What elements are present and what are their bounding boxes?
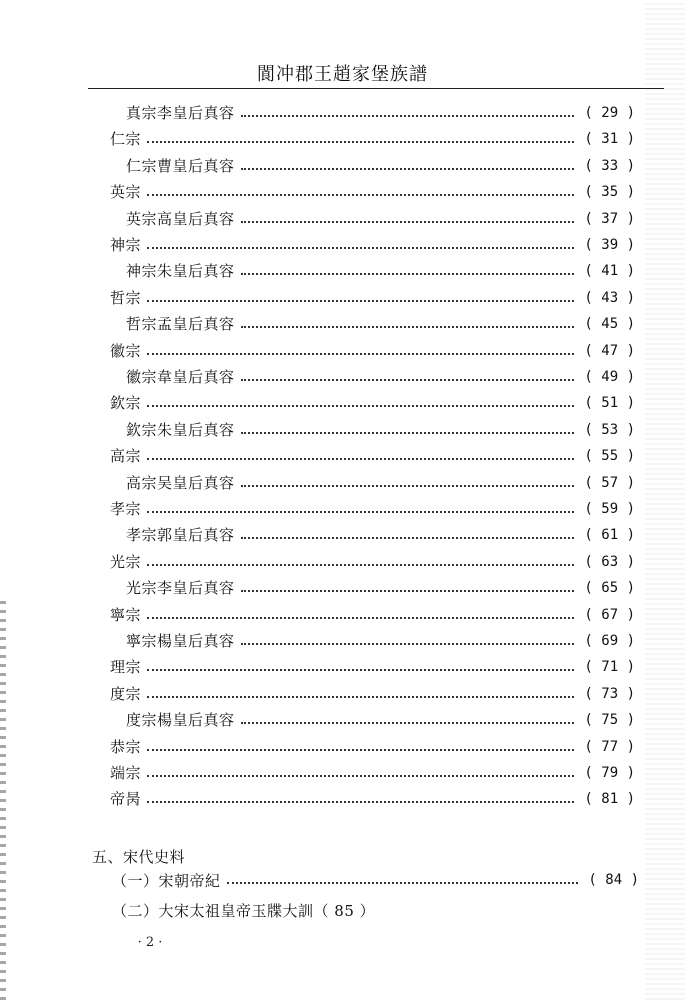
toc-entry[interactable] <box>110 787 635 811</box>
toc-entry-label: 度宗楊皇后真容 <box>126 711 235 730</box>
toc-entry-page: ( 31 ) <box>584 131 635 148</box>
dot-leader <box>241 273 575 275</box>
toc-entry-page: ( 84 ) <box>588 872 639 888</box>
toc-entry-label: 哲宗孟皇后真容 <box>126 315 235 334</box>
header-divider <box>88 88 664 89</box>
toc-entry[interactable] <box>110 444 635 468</box>
toc-entry[interactable] <box>110 735 635 759</box>
toc-entry-page: ( 47 ) <box>584 342 635 359</box>
toc-entry[interactable] <box>126 154 635 178</box>
toc-entry[interactable] <box>110 603 635 627</box>
toc-entry[interactable] <box>126 259 635 283</box>
toc-entry-label: 欽宗朱皇后真容 <box>126 420 235 439</box>
toc-entry[interactable] <box>126 523 635 547</box>
dot-leader <box>241 590 575 592</box>
dot-leader <box>147 617 574 619</box>
toc-entry[interactable] <box>110 127 635 151</box>
toc-entry-page: ( 43 ) <box>584 289 635 306</box>
dot-leader <box>147 300 574 302</box>
toc-entry-label: （二）大宋太祖皇帝玉牒大訓（ 85 ） <box>112 901 376 920</box>
dot-leader <box>147 564 574 566</box>
dot-leader <box>147 194 574 196</box>
toc-entry-page: ( 33 ) <box>584 157 635 174</box>
toc-entry[interactable] <box>126 418 635 442</box>
toc-entry[interactable] <box>126 365 635 389</box>
toc-entry-label: 孝宗 <box>110 500 142 518</box>
toc-entry-label: 仁宗曹皇后真容 <box>126 156 235 175</box>
toc-entry-label: 帝昺 <box>110 790 142 809</box>
toc-entry-label: 高宗吴皇后真容 <box>126 473 235 492</box>
dot-leader <box>147 749 574 751</box>
toc-entry-page: ( 45 ) <box>584 316 635 333</box>
toc-entry-page: ( 63 ) <box>584 553 635 570</box>
dot-leader <box>241 168 575 170</box>
dot-leader <box>147 141 574 143</box>
dot-leader <box>147 801 574 803</box>
toc-entry-label: 神宗朱皇后真容 <box>126 262 235 281</box>
toc-entry[interactable] <box>110 655 635 679</box>
dot-leader <box>147 405 574 407</box>
toc-entry-page: ( 57 ) <box>584 474 635 491</box>
dot-leader <box>227 882 579 884</box>
toc-entry-page: ( 53 ) <box>584 421 635 438</box>
toc-entry-page: ( 29 ) <box>584 105 635 121</box>
toc-entry-label: 光宗 <box>110 552 142 571</box>
toc-entry-page: ( 61 ) <box>584 527 635 544</box>
section-heading: 五、宋代史料 <box>92 848 186 866</box>
toc-entry[interactable] <box>126 576 635 600</box>
toc-entry-label: 哲宗 <box>110 288 142 307</box>
page-title: 閬冲郡王趙家堡族譜 <box>257 64 428 85</box>
toc-entry-sub-1[interactable] <box>112 868 639 892</box>
dot-leader <box>147 353 574 355</box>
toc-entry-page: ( 79 ) <box>584 765 635 781</box>
toc-entry[interactable] <box>126 101 635 125</box>
scan-edge-texture <box>645 0 685 1000</box>
toc-entry-label: 徽宗 <box>110 341 142 360</box>
toc-entry-page: ( 59 ) <box>584 501 635 517</box>
toc-entry-page: ( 81 ) <box>584 791 635 808</box>
dot-leader <box>147 511 574 513</box>
toc-entry[interactable] <box>126 708 635 732</box>
toc-entry-label: 理宗 <box>110 658 142 677</box>
toc-entry-label: 度宗 <box>110 684 142 703</box>
toc-entry[interactable] <box>110 761 635 785</box>
toc-entry-page: ( 37 ) <box>584 210 635 227</box>
toc-entry[interactable] <box>126 471 635 495</box>
toc-entry[interactable] <box>110 682 635 706</box>
toc-entry-page: ( 69 ) <box>584 633 635 649</box>
dot-leader <box>147 696 574 698</box>
toc-entry-label: 寧宗楊皇后真容 <box>126 632 235 650</box>
dot-leader <box>147 458 574 460</box>
dot-leader <box>241 326 575 328</box>
toc-entry-page: ( 71 ) <box>584 659 635 676</box>
toc-entry[interactable] <box>110 180 635 204</box>
toc-entry-label: 寧宗 <box>110 605 142 624</box>
dot-leader <box>241 485 575 487</box>
toc-entry[interactable] <box>126 207 635 231</box>
toc-entry-page: ( 49 ) <box>584 369 635 385</box>
toc-entry-page: ( 73 ) <box>584 685 635 702</box>
page-number: · 2 · <box>137 935 163 950</box>
toc-entry-label: 恭宗 <box>110 737 142 756</box>
dot-leader <box>241 221 575 223</box>
toc-entry-label: 英宗高皇后真容 <box>126 209 235 228</box>
toc-entry[interactable] <box>126 629 635 653</box>
toc-entry-page: ( 41 ) <box>584 263 635 280</box>
toc-entry-label: （一）宋朝帝紀 <box>112 871 221 890</box>
toc-entry-label: 孝宗郭皇后真容 <box>126 526 235 545</box>
toc-entry-label: 真宗李皇后真容 <box>126 104 235 122</box>
dot-leader <box>147 669 574 671</box>
toc-entry[interactable] <box>110 550 635 574</box>
toc-entry-label: 仁宗 <box>110 130 142 149</box>
toc-entry-label: 欽宗 <box>110 394 142 413</box>
toc-entry-page: ( 77 ) <box>584 738 635 755</box>
toc-entry-label: 神宗 <box>110 236 142 254</box>
toc-entry-label: 光宗李皇后真容 <box>126 579 235 598</box>
toc-entry[interactable] <box>110 286 635 310</box>
dot-leader <box>241 379 575 381</box>
toc-entry[interactable] <box>126 312 635 336</box>
toc-entry-page: ( 51 ) <box>584 395 635 412</box>
toc-entry[interactable] <box>110 233 635 257</box>
toc-entry-page: ( 35 ) <box>584 184 635 201</box>
toc-entry-sub-2[interactable] <box>112 898 381 922</box>
toc-entry[interactable] <box>110 497 635 521</box>
toc-entry-label: 英宗 <box>110 183 142 202</box>
dot-leader <box>241 432 575 434</box>
toc-entry-label: 高宗 <box>110 447 142 466</box>
toc-entry-page: ( 39 ) <box>584 237 635 253</box>
toc-entry[interactable] <box>110 339 635 363</box>
toc-entry-page: ( 67 ) <box>584 606 635 623</box>
toc-entry-page: ( 75 ) <box>584 712 635 729</box>
toc-entry-page: ( 65 ) <box>584 580 635 597</box>
toc-entry-label: 徽宗韋皇后真容 <box>126 368 235 386</box>
toc-entry[interactable] <box>110 391 635 415</box>
toc-entry-page: ( 55 ) <box>584 448 635 465</box>
dot-leader <box>147 775 574 777</box>
dot-leader <box>241 537 575 539</box>
dot-leader <box>241 722 575 724</box>
dot-leader <box>241 115 575 117</box>
dot-leader <box>241 643 575 645</box>
dot-leader <box>147 247 574 249</box>
toc-entry-label: 端宗 <box>110 764 142 782</box>
